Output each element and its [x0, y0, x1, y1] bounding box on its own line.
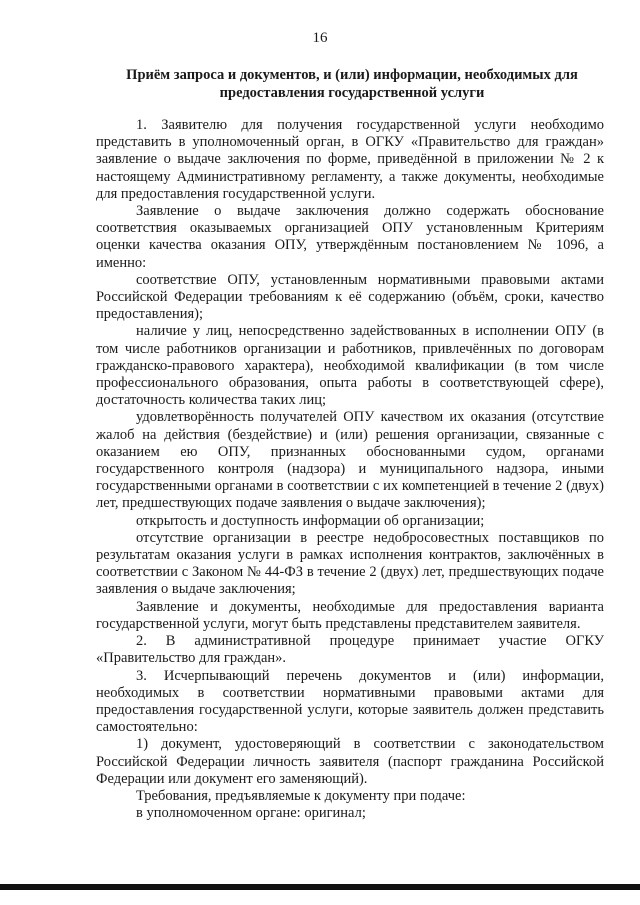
paragraph: 1) документ, удостоверяющий в соответствии с законодательством Российской Федерации личность заявителя (паспорт гражданина Российской Федерации или документ его заменяющий).: [96, 736, 604, 787]
paragraph: удовлетворённость получателей ОПУ качеством их оказания (отсутствие жалоб на действия (бездействие) и (или) решения организации, связанные с оказанием ею ОПУ, признанных обоснованными судом, органами государственного контроля (надзора) и муниципального надзора, иными государственными органами в соответствии с их компетенцией в течение 2 (двух) лет, предшествующих подаче заявления о выдаче заключения);: [96, 409, 604, 512]
paragraph: в уполномоченном органе: оригинал;: [136, 805, 366, 822]
paragraph: 2. В административной процедуре принимает участие ОГКУ «Правительство для граждан».: [96, 633, 604, 667]
paragraph: Требования, предъявляемые к документу при подаче:: [136, 787, 466, 804]
paragraph: соответствие ОПУ, установленным нормативными правовыми актами Российской Федерации требованиям к её содержанию (объём, сроки, качество предоставления);: [96, 271, 604, 323]
section-heading: Приём запроса и документов, и (или) информации, необходимых для предоставления государственной услуги: [126, 67, 578, 101]
paragraph: 3. Исчерпывающий перечень документов и (или) информации, необходимых в соответствии нормативными правовыми актами для предоставления государственной услуги, которые заявитель должен представить самостоятельно:: [96, 667, 604, 736]
paragraph: открытость и доступность информации об организации;: [136, 512, 485, 529]
document-body: [96, 117, 604, 822]
scan-edge-bar: [0, 884, 640, 890]
paragraph: наличие у лиц, непосредственно задействованных в исполнении ОПУ (в том числе работников организации и работников, привлечённых по договорам гражданско-правового характера), необходимой квалификации (в том числе профессионального образования, опыта работы в соответствующей сфере), достаточность количества таких лиц;: [96, 323, 604, 409]
paragraph: Заявление о выдаче заключения должно содержать обоснование соответствия оказываемых организацией ОПУ установленным Критериям оценки качества оказания ОПУ, утверждённым постановлением № 1096, а именно:: [96, 203, 604, 271]
page-number: 16: [312, 30, 328, 46]
paragraph: Заявление и документы, необходимые для предоставления варианта государственной услуги, могут быть представлены представителем заявителя.: [96, 598, 604, 632]
paragraph: 1. Заявителю для получения государственной услуги необходимо представить в уполномоченный орган, в ОГКУ «Правительство для граждан» заявление о выдаче заключения по форме, приведённой в приложении № 2 к настоящему Административному регламенту, а также документы, необходимые для предоставления государственной услуги.: [96, 117, 604, 202]
paragraph: отсутствие организации в реестре недобросовестных поставщиков по результатам оказания услуги в рамках исполнения контрактов, заключённых в соответствии с Законом № 44-ФЗ в течение 2 (двух) лет, предшествующих подаче заявления о выдаче заключения;: [96, 529, 604, 598]
